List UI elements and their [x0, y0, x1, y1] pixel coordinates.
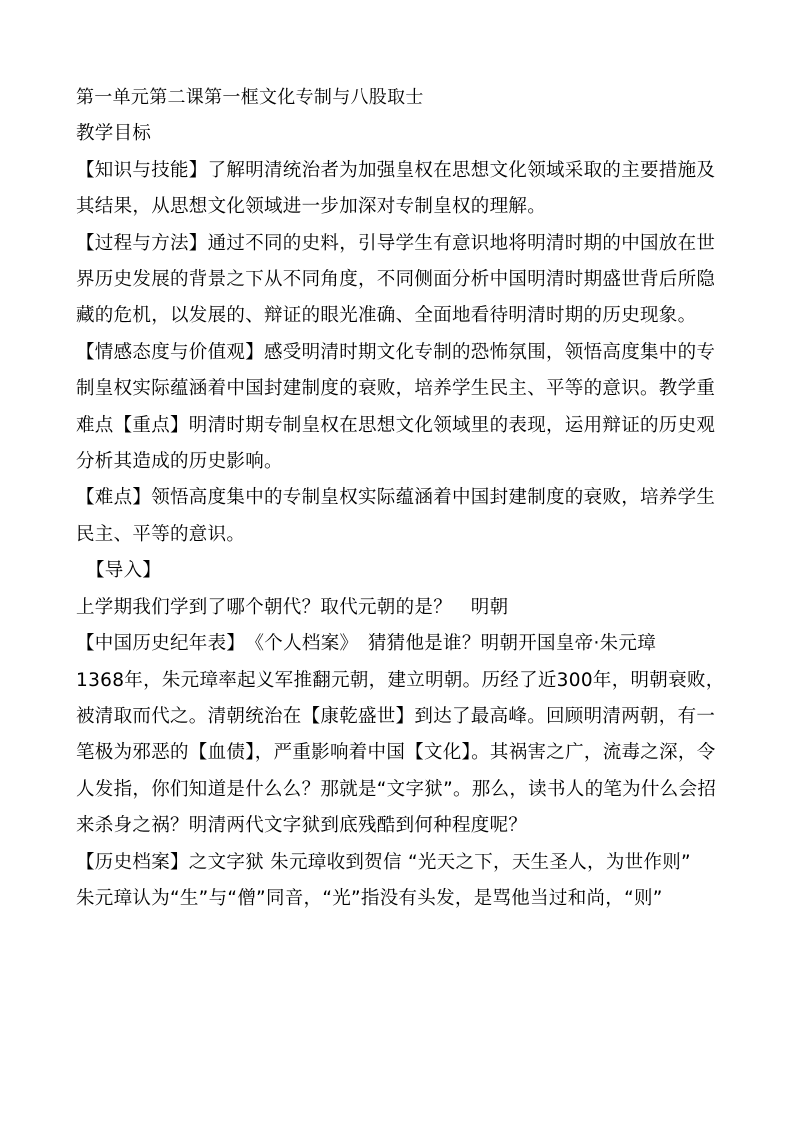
paragraph-line: 1368年，朱元璋率起义军推翻元朝，建立明朝。历经了近300年，明朝衰败， — [76, 669, 725, 691]
paragraph-line: 【知识与技能】了解明清统治者为加强皇权在思想文化领域采取的主要措施及 — [76, 159, 716, 181]
paragraph-line: 笔极为邪恶的【血债】，严重影响着中国【文化】。其祸害之广，流毒之深，令 — [76, 742, 716, 764]
paragraph-line: 难点【重点】明清时期专制皇权在思想文化领域里的表现，运用辩证的历史观 — [76, 414, 716, 436]
paragraph-line: 【情感态度与价值观】感受明清时期文化专制的恐怖氛围，领悟高度集中的专 — [76, 341, 716, 363]
paragraph-line: 上学期我们学到了哪个朝代？取代元朝的是？ 明朝 — [76, 596, 509, 618]
paragraph-line: 分析其造成的历史影响。 — [76, 451, 283, 473]
paragraph-line: 朱元璋认为“生”与“僧”同音，“光”指没有头发，是骂他当过和尚，“则” — [76, 887, 663, 909]
paragraph-line: 来杀身之祸？明清两代文字狱到底残酷到何种程度呢？ — [76, 815, 528, 837]
paragraph-line: 【难点】领悟高度集中的专制皇权实际蕴涵着中国封建制度的衰败，培养学生 — [76, 487, 716, 509]
paragraph-line: 【过程与方法】通过不同的史料，引导学生有意识地将明清时期的中国放在世 — [76, 232, 716, 254]
document-title: 第一单元第二课第一框文化专制与八股取士 — [76, 87, 424, 108]
paragraph-line: 藏的危机，以发展的、辩证的眼光准确、全面地看待明清时期的历史现象。 — [76, 305, 697, 327]
section-heading-intro: 【导入】 — [86, 560, 162, 582]
paragraph-line: 制皇权实际蕴涵着中国封建制度的衰败，培养学生民主、平等的意识。教学重 — [76, 378, 716, 400]
paragraph-line: 被清取而代之。清朝统治在【康乾盛世】到达了最高峰。回顾明清两朝，有一 — [76, 705, 716, 727]
paragraph-line: 【历史档案】之文字狱 朱元璋收到贺信 “光天之下，天生圣人，为世作则” — [76, 851, 691, 873]
document-body — [76, 80, 741, 917]
section-heading-teaching-goals: 教学目标 — [76, 123, 152, 145]
paragraph-line: 民主、平等的意识。 — [76, 523, 246, 545]
paragraph-line: 界历史发展的背景之下从不同角度，不同侧面分析中国明清时期盛世背后所隐 — [76, 269, 716, 291]
paragraph-line: 其结果，从思想文化领域进一步加深对专制皇权的理解。 — [76, 196, 547, 218]
paragraph-line: 【中国历史纪年表】 《个人档案》 猜猜他是谁？明朝开国皇帝·朱元璋 — [76, 633, 657, 655]
paragraph-line: 人发指，你们知道是什么么？那就是“文字狱”。那么，读书人的笔为什么会招 — [76, 778, 717, 800]
